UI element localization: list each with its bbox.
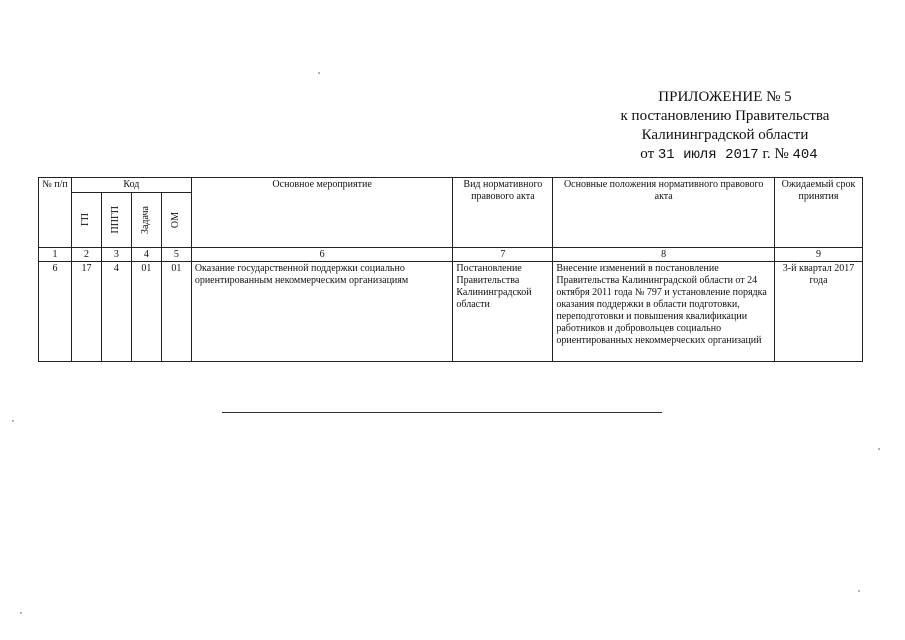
closing-rule [222,412,662,413]
cell-act-type: Постановление Правительства Калининградской области [453,262,553,362]
cell-num: 6 [39,262,72,362]
header-code-gp: ГП [71,193,101,248]
date-handwritten: 31 июля 2017 [657,147,759,163]
header-code-ppgp: ППГП [101,193,131,248]
appendix-region: Калининградской области [641,127,809,143]
scan-speck [318,72,320,74]
document-header [560,88,890,165]
header-act-provisions: Основные положения нормативного правового акта [553,178,775,248]
header-act-type: Вид нормативного правового акта [453,178,553,248]
cell-gp: 17 [71,262,101,362]
cell-activity: Оказание государственной поддержки социально ориентированным некоммерческим организациям [191,262,453,362]
column-number-row [39,248,863,262]
header-deadline: Ожидаемый срок принятия [775,178,863,248]
column-number: 2 [71,248,101,262]
table-header-row [39,178,863,193]
appendix-subtitle: к постановлению Правительства [620,108,830,124]
cell-deadline: 3-й квартал 2017 года [775,262,863,362]
appendix-table [38,177,863,362]
appendix-title: ПРИЛОЖЕНИЕ № 5 [658,89,792,105]
column-number: 5 [161,248,191,262]
header-code-om: ОМ [161,193,191,248]
table-row [39,262,863,362]
scan-speck [12,420,14,422]
scan-speck [20,612,22,614]
header-code: Код [71,178,191,193]
appendix-date-line [568,145,890,165]
column-number: 6 [191,248,453,262]
date-mid: г. № [762,146,789,162]
cell-task: 01 [131,262,161,362]
header-num: № п/п [39,178,72,248]
column-number: 8 [553,248,775,262]
scan-speck [858,590,860,592]
cell-om: 01 [161,262,191,362]
column-number: 9 [775,248,863,262]
header-activity: Основное мероприятие [191,178,453,248]
scan-speck [878,448,880,450]
cell-ppgp: 4 [101,262,131,362]
header-code-task: Задача [131,193,161,248]
column-number: 1 [39,248,72,262]
decree-number: 404 [792,147,818,163]
column-number: 7 [453,248,553,262]
column-number: 3 [101,248,131,262]
date-prefix: от [640,146,655,162]
column-number: 4 [131,248,161,262]
cell-act-provisions: Внесение изменений в постановление Правительства Калининградской области от 24 октября 2011 года № 797 и установление порядка оказания поддержки в области подготовки, переподготовки и повышения квалификации работников и добровольцев социально ориентированных некоммерческих организаций [553,262,775,362]
